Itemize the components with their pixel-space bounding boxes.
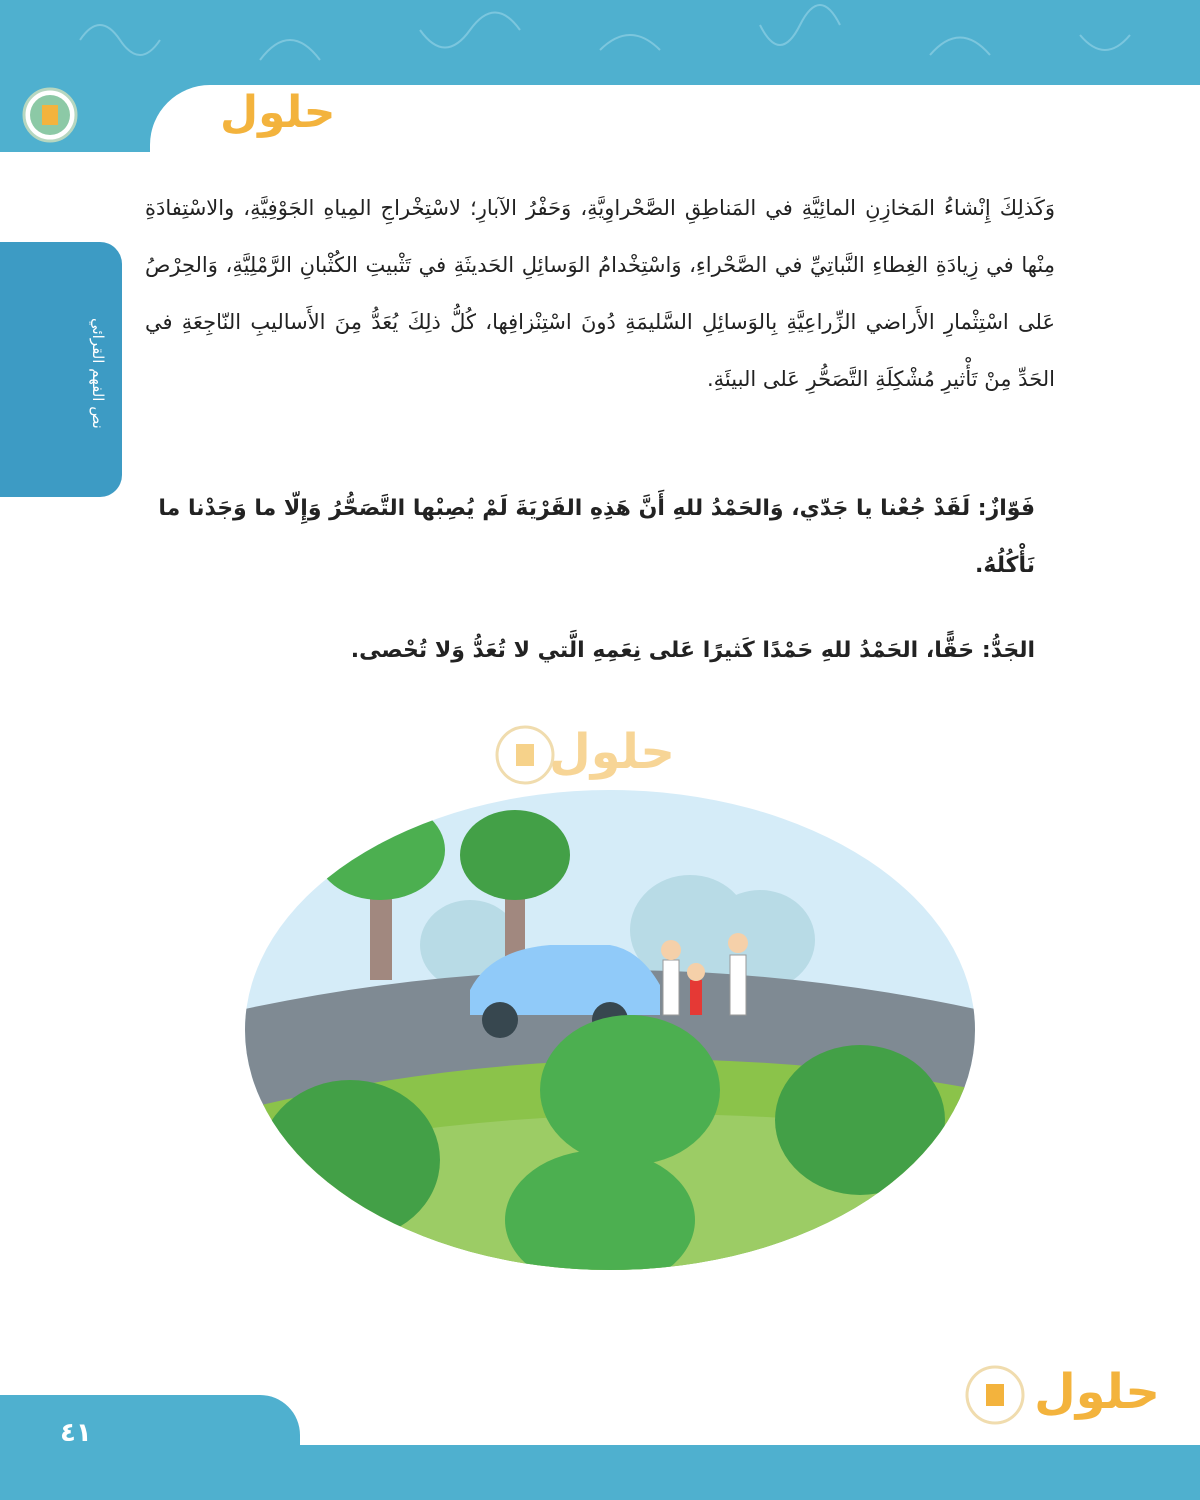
main-paragraph [145,180,1055,408]
hulul-logo-icon [20,85,336,145]
side-tab-label: نص الفهم القرائي [89,317,107,429]
dialogue-line-1 [155,480,1035,594]
park-scene-icon [240,780,980,1280]
logo-text: حلول [549,724,675,780]
dialogue-text: حَقًّا، الحَمْدُ للهِ حَمْدًا كَثيرًا عَلى نِعَمِهِ الَّتي لا تُعَدُّ وَلا تُحْصى. [350,638,982,663]
dialogue-text: لَقَدْ جُعْنا يا جَدّي، وَالحَمْدُ للهِ أَنَّ هَذِهِ القَرْيَةَ لَمْ يُصِبْها التَّصَحُّرُ وَإِلّا ما وَجَدْنا ما نَأْكُلُهُ. [158,496,1035,578]
hulul-logo-icon [960,1360,1170,1430]
bottom-band [0,1445,1200,1500]
speaker-name: فَوّازٌ: [977,496,1035,521]
dialogue-line-2 [155,622,1035,679]
logo-top [20,85,336,149]
park-illustration [240,780,980,1280]
logo-text: حلول [220,87,336,138]
paragraph-text: وَكَذلِكَ إِنْشاءُ المَخازِنِ المائِيَّةِ في المَناطِقِ الصَّحْراوِيَّةِ، وَحَفْرُ الآبارِ؛ لاسْتِخْراجِ المِياهِ الجَوْفِيَّةِ، والاسْتِفادَةِ مِنْها في زِيادَةِ الغِطاءِ النَّباتِيِّ في الصَّحْراءِ، وَاسْتِخْدامُ الوَسائِلِ الحَديثَةِ في تَثْبيتِ الكُثْبانِ الرَّمْلِيَّةِ، وَالحِرْصُ عَلى اسْتِثْمارِ الأَراضي الزِّراعِيَّةِ بِالوَسائِلِ السَّليمَةِ دُونَ اسْتِنْزافِها، كُلُّ ذلِكَ يُعَدُّ مِنَ الأَساليبِ النّاجِعَةِ في الحَدِّ مِنْ تَأْثيرِ مُشْكِلَةِ التَّصَحُّرِ عَلى البيئَةِ. [145,196,1055,391]
logo-text: حلول [1034,1364,1160,1420]
page-number: ٤١ [60,1418,92,1448]
logo-bottom [960,1360,1170,1434]
speaker-name: الجَدُّ: [981,638,1035,663]
